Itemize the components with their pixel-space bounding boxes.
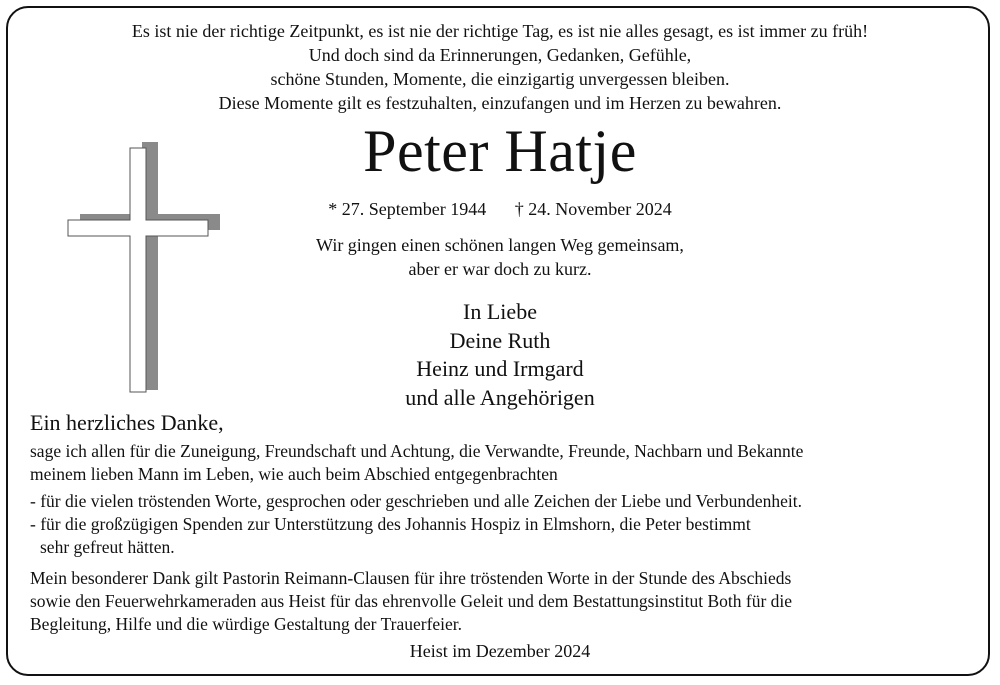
motto (0, 233, 1000, 281)
thanks-closing-line: sowie den Feuerwehrkameraden aus Heist für das ehrenvolle Geleit und dem Bestattungsinstitut Both für die (30, 591, 793, 611)
signer-line: In Liebe (463, 299, 537, 324)
thanks-bullet-continuation: sehr gefreut hätten. (40, 537, 175, 557)
thanks-bullet: - für die großzügigen Spenden zur Unterstützung des Johannis Hospiz in Elmshorn, die Peter bestimmt (30, 514, 751, 534)
poem (0, 19, 1000, 115)
thanks-closing-line: Begleitung, Hilfe und die würdige Gestaltung der Trauerfeier. (30, 614, 463, 634)
signer-line: Heinz und Irmgard (416, 356, 584, 381)
thanks-intro (30, 440, 975, 486)
motto-line: aber er war doch zu kurz. (408, 259, 592, 279)
thanks-intro-line: sage ich allen für die Zuneigung, Freundschaft und Achtung, die Verwandte, Freunde, Nachbarn und Bekannte (30, 441, 804, 461)
death-date: † 24. November 2024 (514, 199, 672, 219)
thanks-intro-line: meinem lieben Mann im Leben, wie auch beim Abschied entgegenbrachten (30, 464, 558, 484)
deceased-name: Peter Hatje (363, 118, 637, 184)
thanks-heading: Ein herzliches Danke, (30, 410, 224, 435)
poem-line: Es ist nie der richtige Zeitpunkt, es ist nie der richtige Tag, es ist nie alles gesagt, es ist immer zu früh! (131, 21, 869, 41)
thanks-bullets (30, 490, 975, 559)
thanks-closing-line: Mein besonderer Dank gilt Pastorin Reimann-Clausen für ihre tröstenden Worte in der Stunde des Abschieds (30, 568, 792, 588)
life-dates (0, 198, 1000, 220)
motto-line: Wir gingen einen schönen langen Weg gemeinsam, (316, 235, 684, 255)
signer-line: und alle Angehörigen (405, 384, 595, 410)
poem-line: Diese Momente gilt es festzuhalten, einzufangen und im Herzen zu bewahren. (218, 93, 782, 113)
signer-line: Deine Ruth (449, 327, 551, 353)
thanks-closing (30, 567, 975, 636)
signers (0, 298, 1000, 412)
thanks-bullet: - für die vielen tröstenden Worte, gesprochen oder geschrieben und alle Zeichen der Liebe und Verbundenheit. (30, 491, 803, 511)
birth-date: * 27. September 1944 (328, 199, 487, 219)
poem-line: Und doch sind da Erinnerungen, Gedanken, Gefühle, (308, 45, 692, 65)
poem-line: schöne Stunden, Momente, die einzigartig unvergessen bleiben. (270, 69, 730, 89)
place-and-date: Heist im Dezember 2024 (409, 641, 591, 661)
